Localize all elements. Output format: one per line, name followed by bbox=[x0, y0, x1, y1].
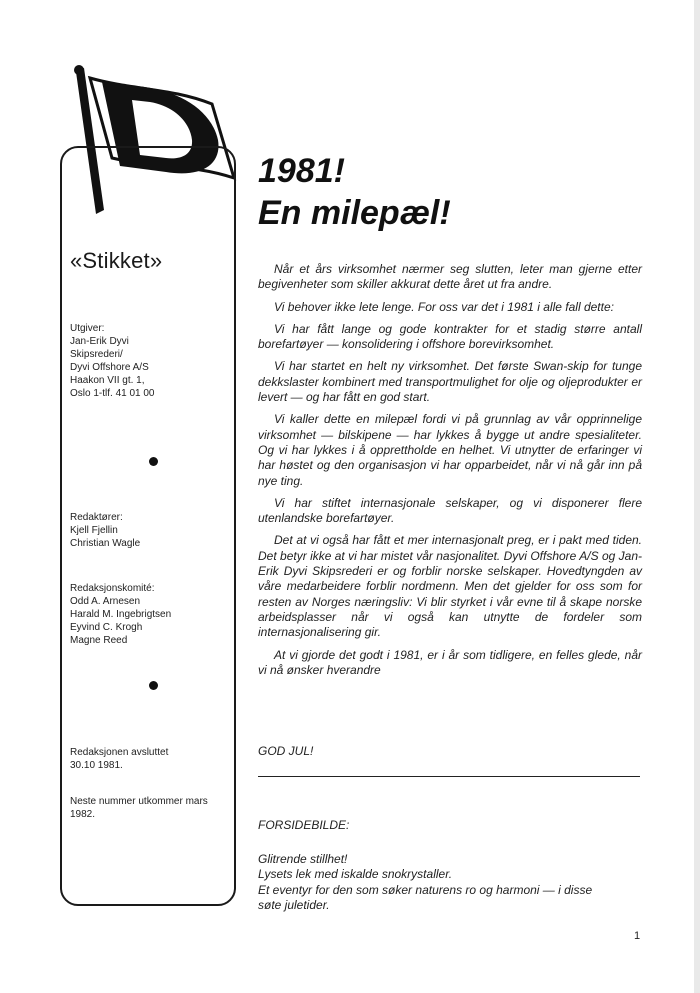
committee-member: Magne Reed bbox=[70, 635, 128, 646]
divider-line bbox=[258, 776, 640, 777]
headline-line: En milepæl! bbox=[258, 194, 451, 232]
article-body bbox=[258, 262, 642, 685]
committee-member: Odd A. Arnesen bbox=[70, 596, 141, 607]
article-paragraph: Vi kaller dette en milepæl fordi vi på grunnlag av vår opprinnelige virksomhet — bilskipene — har lykkes å bygge ut andre spesialiteter. Og vi har lykkes i å opprettholde en helhet. Vi utnytter de erfaringer vi har høstet og den organisasjon vi har opparbeidet, når vi nå går inn på nye ting. bbox=[258, 412, 642, 488]
article-paragraph: Når et års virksomhet nærmer seg slutten, leter man gjerne etter begivenheter som skiller akkurat dette året ut fra andre. bbox=[258, 262, 642, 292]
article-paragraph: Vi har fått lange og gode kontrakter for et stadig større antall borefartøyer — konsolidering i offshore borevirksomhet. bbox=[258, 321, 642, 352]
editors-label: Redaktører: bbox=[70, 512, 123, 523]
editor-name: Kjell Fjellin bbox=[70, 525, 118, 536]
article-paragraph: Vi behover ikke lete lenge. For oss var det i 1981 i alle fall dette: bbox=[274, 299, 614, 314]
next-issue-label: Neste nummer utkommer mars bbox=[70, 796, 208, 807]
closing-greeting: GOD JUL! bbox=[258, 744, 314, 758]
page-number: 1 bbox=[634, 930, 641, 942]
publisher-line: Jan-Erik Dyvi bbox=[70, 336, 129, 347]
cover-caption-line: Glitrende stillhet! bbox=[258, 852, 348, 866]
headline bbox=[258, 150, 451, 234]
publication-title: «Stikket» bbox=[70, 248, 163, 273]
publisher-block bbox=[70, 322, 230, 400]
closed-date: 30.10 1981. bbox=[70, 760, 123, 771]
cover-caption-line: søte juletider. bbox=[258, 897, 330, 912]
next-issue-date: 1982. bbox=[70, 809, 96, 820]
committee-member: Eyvind C. Krogh bbox=[70, 622, 143, 633]
page-edge-shadow bbox=[694, 0, 700, 993]
publisher-line: Skipsrederi/ bbox=[70, 349, 123, 360]
cover-caption-line: Lysets lek med iskalde snokrystaller. bbox=[258, 867, 453, 882]
next-issue-block bbox=[70, 795, 230, 821]
editor-name: Christian Wagle bbox=[70, 538, 141, 549]
bullet-dot bbox=[149, 681, 158, 690]
headline-line: 1981! bbox=[258, 152, 345, 190]
publisher-label: Utgiver: bbox=[70, 323, 105, 334]
article-paragraph: At vi gjorde det godt i 1981, er i år som tidligere, en felles glede, når vi nå ønsker hverandre bbox=[258, 647, 642, 677]
cover-caption-line: Et eventyr for den som søker naturens ro og harmoni — i disse bbox=[258, 882, 593, 897]
committee-label: Redaksjonskomité: bbox=[70, 583, 155, 594]
bullet-dot bbox=[149, 457, 158, 466]
closed-date-block bbox=[70, 746, 230, 772]
editors-block bbox=[70, 511, 230, 550]
publisher-line: Oslo 1-tlf. 41 01 00 bbox=[70, 388, 155, 399]
cover-caption bbox=[258, 852, 658, 913]
article-paragraph: Vi har startet en helt ny virksomhet. Det første Swan-skip for tunge dekkslaster kombinert med transportmulighet for olje og oljeprodukter er levert — og har fått en god start. bbox=[258, 359, 642, 405]
article-paragraph: Det at vi også har fått et mer internasjonalt preg, er i pakt med tiden. Det betyr ikke at vi har mistet vår nasjonalitet. Dyvi Offshore A/S og Jan-Erik Dyvi Skipsrederi er og forblir norske selskaper. Hovedtyngden av våre medarbeidere forblir nordmenn. Men det gjelder for oss som for resten av Norges næringsliv: Vi blir styrket i vår evne til å skape norske arbeidsplasser når vi også kan utnytte de fordeler som internasjonalisering gir. bbox=[258, 533, 642, 640]
committee-block bbox=[70, 582, 230, 647]
closed-label: Redaksjonen avsluttet bbox=[70, 747, 169, 758]
cover-caption-label: FORSIDEBILDE: bbox=[258, 818, 350, 832]
article-paragraph: Vi har stiftet internasjonale selskaper, og vi disponerer flere utenlandske borefartøyer. bbox=[258, 495, 642, 526]
publisher-line: Dyvi Offshore A/S bbox=[70, 362, 149, 373]
committee-member: Harald M. Ingebrigtsen bbox=[70, 609, 172, 620]
publisher-line: Haakon VII gt. 1, bbox=[70, 375, 145, 386]
